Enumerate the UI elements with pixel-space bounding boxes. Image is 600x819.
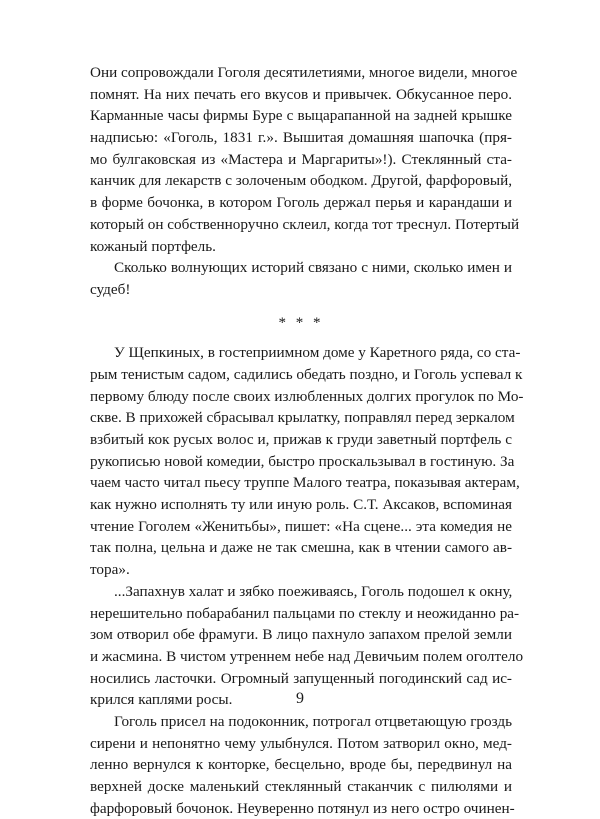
paragraph-5 <box>90 711 515 819</box>
text-line: чаем часто читал пьесу труппе Малого театра, показывая актерам, <box>90 474 520 492</box>
text-line: чтение Гоголем «Женитьбы», пишет: «На сцене... эта комедия не <box>90 517 512 535</box>
text-line: как нужно исполнять ту или иную роль. С.Т. Аксаков, вспоминая <box>90 496 512 514</box>
text-line: зом отворил обе фрамуги. В лицо пахнуло запахом прелой земли <box>90 626 512 644</box>
text-line: верхней доске маленький стеклянный стаканчик с пилюлями и <box>90 778 512 795</box>
text-line: сирени и непонятно чему улыбнулся. Потом затворил окно, мед- <box>90 734 512 752</box>
text-line: ленно вернулся к конторке, бесцельно, вроде бы, передвинул на <box>90 756 512 774</box>
text-line: ...Запахнув халат и зябко поеживаясь, Гоголь подошел к окну, <box>114 582 513 600</box>
text-line: крился каплями росы. <box>90 691 233 709</box>
text-line: помнят. На них печать его вкусов и привычек. Обкусанное перо. <box>90 85 512 103</box>
text-line: рукописью новой комедии, быстро проскальзывал в гостиную. За <box>90 452 515 470</box>
text-line: мо булгаковская из «Мастера и Маргариты»!). Стеклянный ста- <box>90 150 512 168</box>
text-line: У Щепкиных, в гостеприимном доме у Каретного ряда, со ста- <box>114 344 521 362</box>
paragraph-2 <box>90 257 512 300</box>
text-line: Они сопровождали Гоголя десятилетиями, многое видели, многое <box>90 64 518 81</box>
text-line: судеб! <box>90 280 131 298</box>
page-number: 9 <box>296 690 304 707</box>
text-line: нерешительно побарабанил пальцами по стеклу и неожиданно ра- <box>90 604 520 622</box>
text-line: канчик для лекарств с золоченым ободком. Другой, фарфоровый, <box>90 172 512 190</box>
text-line: Карманные часы фирмы Буре с выцарапанной на задней крышке <box>90 107 512 125</box>
text-line: взбитый кок русых волос и, прижав к груди заветный портфель с <box>90 431 512 448</box>
text-line: который он собственноручно склеил, когда тот треснул. Потертый <box>90 215 520 233</box>
text-line: Сколько волнующих историй связано с ними, сколько имен и <box>114 259 512 277</box>
text-line: в форме бочонка, в котором Гоголь держал перья и карандаши и <box>90 194 512 212</box>
text-line: Гоголь присел на подоконник, потрогал отцветающую гроздь <box>114 712 512 730</box>
text-line: кожаный портфель. <box>90 237 216 255</box>
section-separator: * * * <box>278 314 324 331</box>
text-line: тора». <box>90 561 130 579</box>
text-line: надписью: «Гоголь, 1831 г.». Вышитая домашняя шапочка (пря- <box>90 129 512 147</box>
text-line: носились ласточки. Огромный запущенный погодинский сад ис- <box>90 669 512 687</box>
text-line: первому блюду после своих излюбленных долгих прогулок по Мо- <box>90 387 524 405</box>
text-line: рым тенистым садом, садились обедать поздно, и Гоголь успевал к <box>90 365 523 383</box>
text-line: фарфоровый бочонок. Неуверенно потянул из него остро очинен- <box>90 799 515 817</box>
text-line: и жасмина. В чистом утреннем небе над Девичьим полем оголтело <box>90 647 524 665</box>
paragraph-3 <box>90 342 524 581</box>
paragraph-1 <box>90 62 520 257</box>
text-line: так полна, цельна и даже не так смешна, как в чтении самого ав- <box>90 539 512 557</box>
text-line: скве. В прихожей сбрасывал крылатку, поправлял перед зеркалом <box>90 409 515 427</box>
